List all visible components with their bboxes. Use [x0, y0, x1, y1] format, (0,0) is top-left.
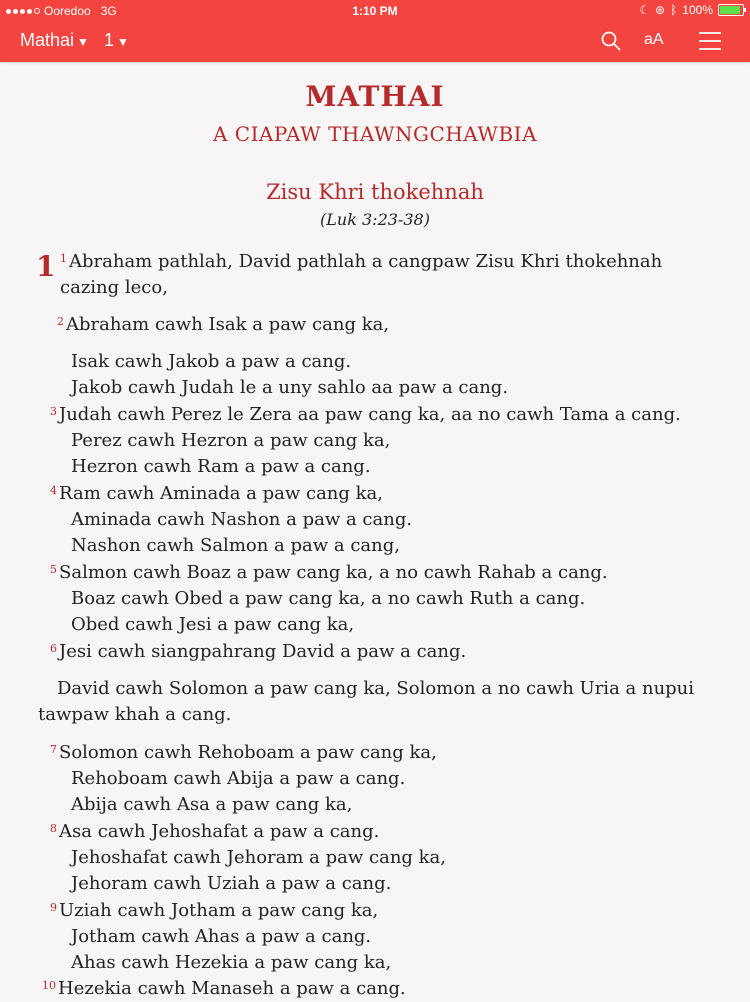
- chapter-label: 1: [104, 30, 115, 50]
- verse-text: Judah cawh Perez le Zera aa paw cang ka, aa no cawh Tama a cang.: [59, 404, 681, 425]
- verse-line: [50, 639, 466, 665]
- moon-icon: ☾: [639, 3, 651, 17]
- verse-text: Abraham cawh Isak a paw cang ka,: [66, 314, 390, 335]
- app-toolbar: [0, 22, 750, 62]
- network-label: 3G: [100, 4, 117, 18]
- verse-text: Perez cawh Hezron a paw cang ka,: [71, 430, 391, 451]
- verse-line: [60, 275, 168, 301]
- verse-number[interactable]: 4: [50, 484, 57, 497]
- verse-line: [71, 586, 585, 612]
- verse-text: Hezron cawh Ram a paw a cang.: [71, 456, 371, 477]
- verse-line: [71, 766, 405, 792]
- verse-text: tawpaw khah a cang.: [38, 704, 232, 725]
- book-label: Mathai: [20, 30, 75, 50]
- verse-number[interactable]: 1: [60, 252, 67, 265]
- verse-line: [71, 349, 351, 375]
- verse-line: [71, 924, 371, 950]
- book-selector[interactable]: [20, 30, 89, 51]
- status-right: [639, 3, 744, 17]
- verse-line: [60, 249, 662, 275]
- cross-reference[interactable]: (Luk 3:23-38): [320, 210, 430, 229]
- bluetooth-icon: ᛒ: [670, 3, 678, 17]
- verse-line: [57, 312, 389, 338]
- verse-line: [71, 845, 446, 871]
- battery-icon: [718, 4, 744, 16]
- status-bar: [0, 0, 750, 22]
- verse-number[interactable]: 3: [50, 405, 57, 418]
- chapter-number: 1: [36, 250, 56, 283]
- verse-text: Abraham pathlah, David pathlah a cangpaw Zisu Khri thokehnah: [69, 251, 663, 272]
- verse-text: Uziah cawh Jotham a paw cang ka,: [59, 900, 379, 921]
- verse-text: Obed cawh Jesi a paw cang ka,: [71, 614, 355, 635]
- orientation-lock-icon: ⊛: [655, 3, 666, 17]
- chapter-selector[interactable]: [104, 30, 129, 51]
- verse-line: [57, 676, 694, 702]
- verse-number[interactable]: 7: [50, 743, 57, 756]
- verse-number[interactable]: 10: [42, 979, 56, 992]
- verse-text: David cawh Solomon a paw cang ka, Solomon a no cawh Uria a nupui: [57, 678, 695, 699]
- carrier-label: Ooredoo: [44, 4, 91, 18]
- verse-number[interactable]: 2: [57, 315, 64, 328]
- verse-line: [71, 950, 391, 976]
- verse-text: Ram cawh Aminada a paw cang ka,: [59, 483, 383, 504]
- verse-line: [71, 612, 354, 638]
- verse-line: [50, 481, 383, 507]
- verse-text: Rehoboam cawh Abija a paw a cang.: [71, 768, 406, 789]
- verse-number[interactable]: 8: [50, 822, 57, 835]
- verse-text: Aminada cawh Nashon a paw a cang.: [71, 509, 413, 530]
- verse-text: Asa cawh Jehoshafat a paw a cang.: [59, 821, 380, 842]
- reading-pane[interactable]: [0, 62, 750, 1000]
- verse-text: Nashon cawh Salmon a paw a cang,: [71, 535, 400, 556]
- verse-line: [71, 792, 352, 818]
- battery-percent: 100%: [682, 3, 713, 17]
- verse-line: [50, 819, 379, 845]
- verse-line: [71, 428, 390, 454]
- verse-text: Solomon cawh Rehoboam a paw cang ka,: [59, 742, 437, 763]
- verse-line: [50, 560, 608, 586]
- verse-text: Salmon cawh Boaz a paw cang ka, a no cawh Rahab a cang.: [59, 562, 608, 583]
- chevron-down-icon: ▼: [117, 35, 129, 49]
- chevron-down-icon: ▼: [77, 35, 89, 49]
- verse-line: [71, 533, 400, 559]
- book-subtitle: A CIAPAW THAWNGCHAWBIA: [212, 122, 538, 146]
- verse-line: [71, 871, 391, 897]
- book-title: MATHAI: [305, 80, 445, 113]
- verse-text: Hezekia cawh Manaseh a paw a cang.: [58, 978, 406, 999]
- verse-number[interactable]: 6: [50, 642, 57, 655]
- status-time: 1:10 PM: [352, 4, 398, 18]
- verse-text: cazing leco,: [60, 277, 168, 298]
- verse-text: Isak cawh Jakob a paw a cang.: [71, 351, 352, 372]
- verse-text: Abija cawh Asa a paw cang ka,: [71, 794, 353, 815]
- verse-line: [38, 702, 231, 728]
- search-icon[interactable]: [600, 30, 622, 52]
- verse-text: Jehoshafat cawh Jehoram a paw cang ka,: [71, 847, 447, 868]
- verse-line: [50, 740, 437, 766]
- verse-line: [71, 507, 412, 533]
- verse-text: Ahas cawh Hezekia a paw cang ka,: [71, 952, 392, 973]
- verse-text: Jotham cawh Ahas a paw a cang.: [71, 926, 372, 947]
- verse-number[interactable]: 5: [50, 563, 57, 576]
- verse-text: Jehoram cawh Uziah a paw a cang.: [71, 873, 392, 894]
- verse-line: [71, 454, 371, 480]
- menu-icon[interactable]: [698, 30, 722, 52]
- verse-line: [71, 375, 508, 401]
- verse-text: Jakob cawh Judah le a uny sahlo aa paw a cang.: [71, 377, 509, 398]
- verse-text: Jesi cawh siangpahrang David a paw a cang.: [59, 641, 467, 662]
- verse-line: [50, 402, 681, 428]
- verse-number[interactable]: 9: [50, 901, 57, 914]
- verse-line: [42, 976, 406, 1002]
- font-size-button[interactable]: aA: [644, 31, 664, 48]
- section-heading: Zisu Khri thokehnah: [266, 180, 484, 204]
- verse-text: Boaz cawh Obed a paw cang ka, a no cawh Ruth a cang.: [71, 588, 586, 609]
- verse-line: [50, 898, 378, 924]
